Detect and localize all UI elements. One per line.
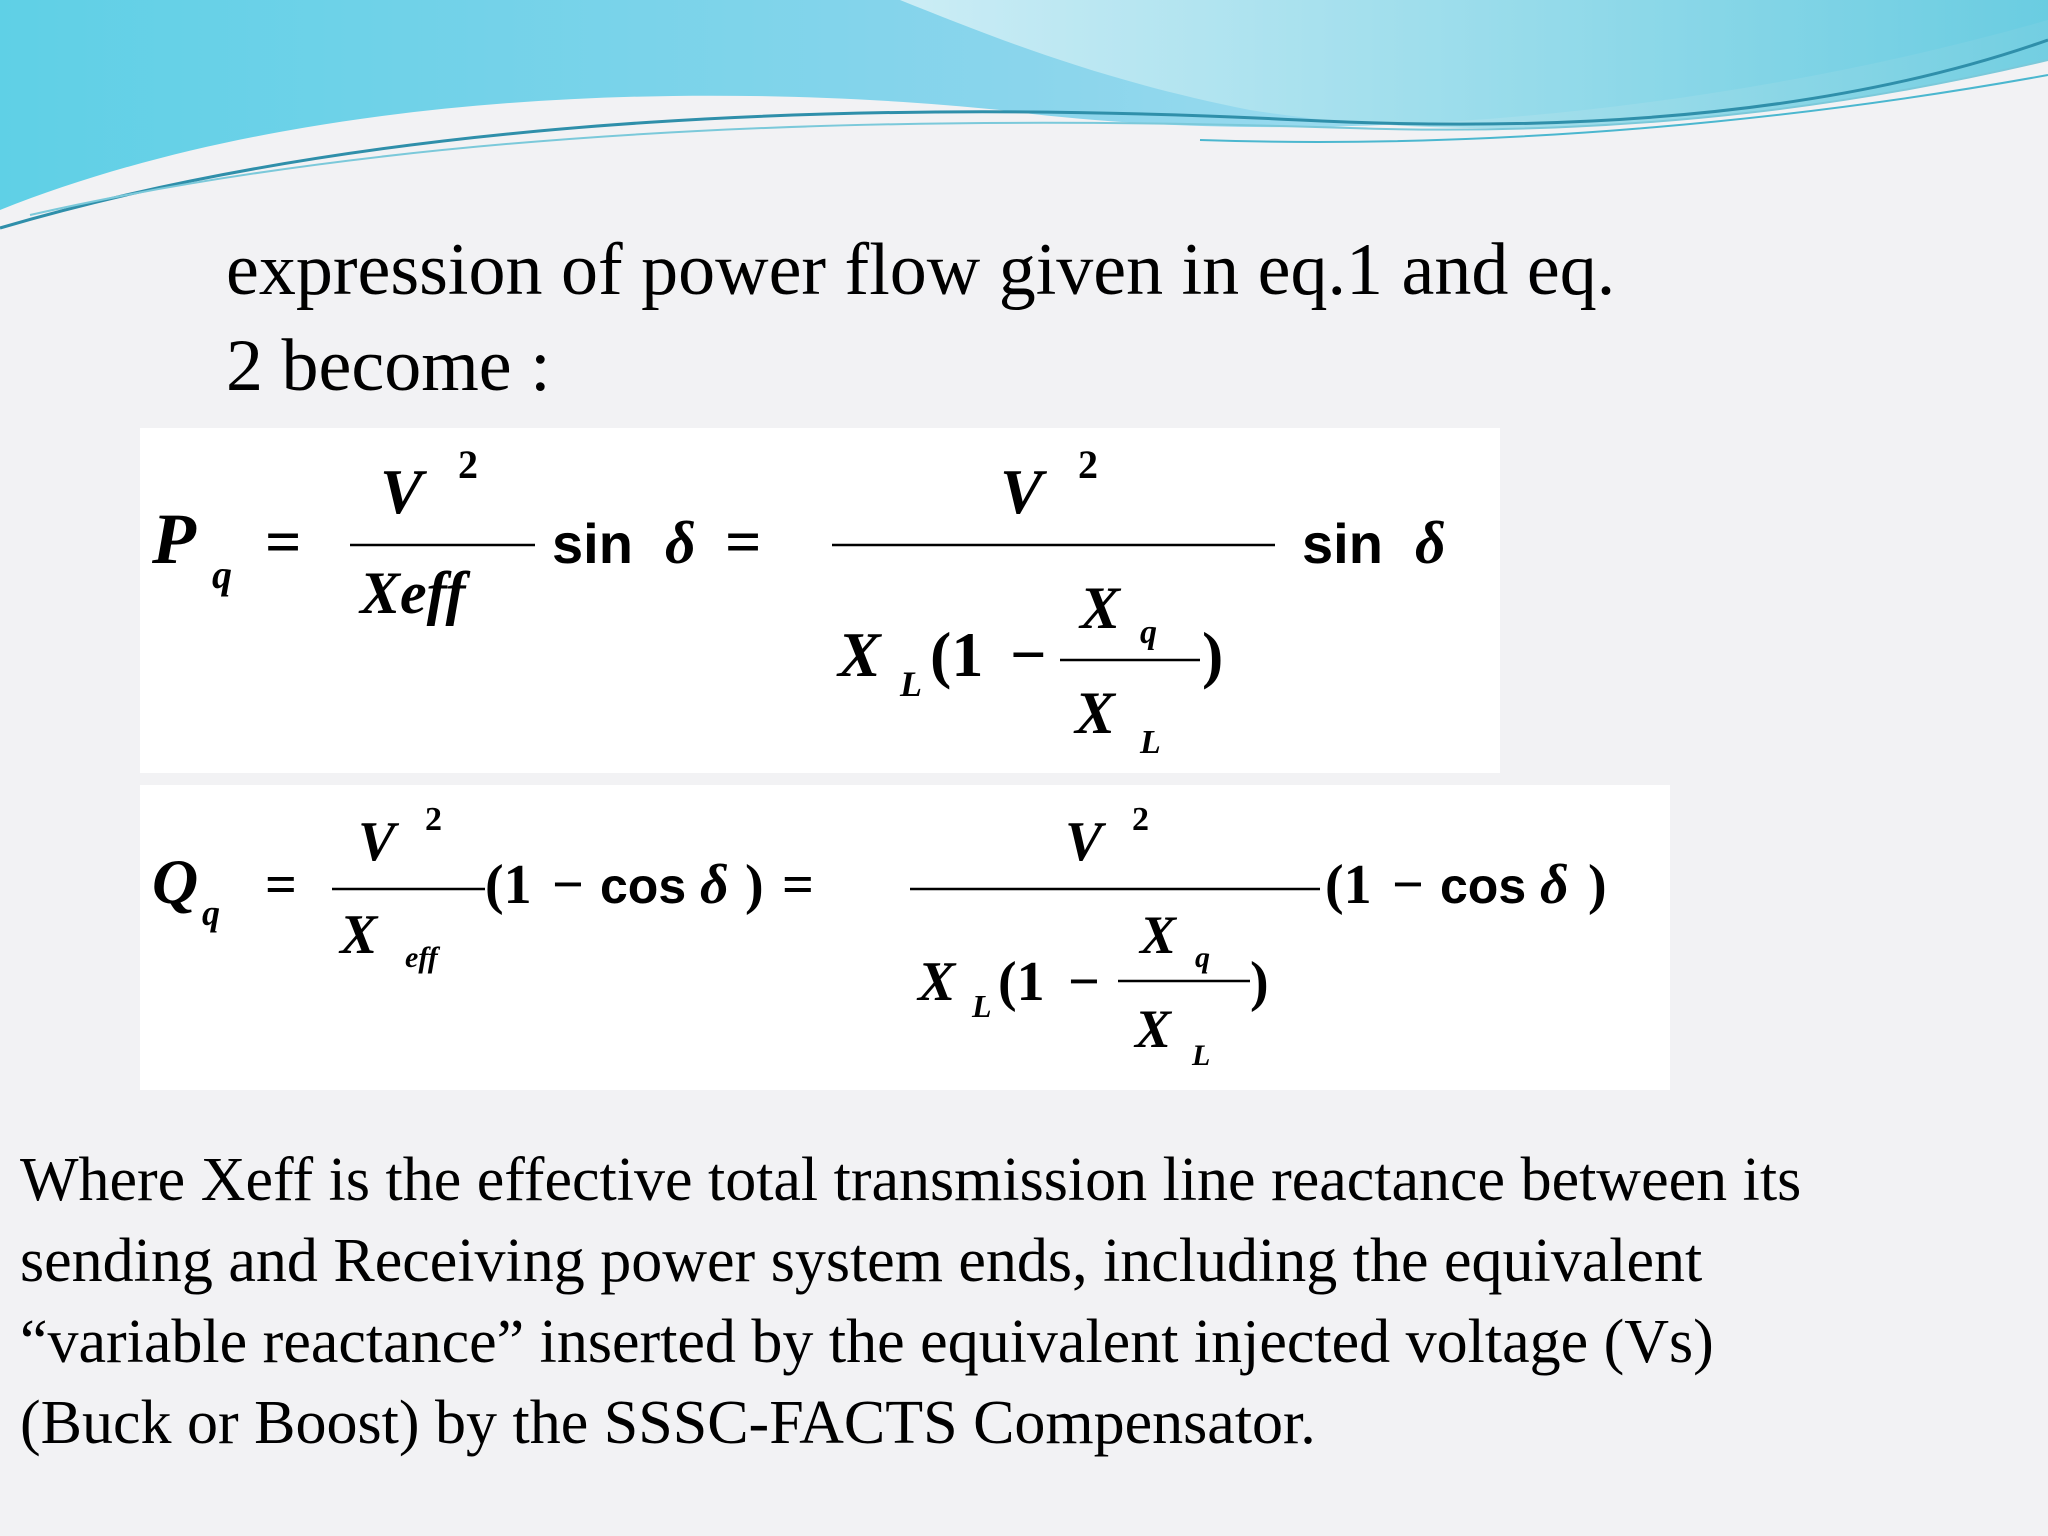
p-trig-sin-1: sin [552,512,633,575]
q-lhs-symbol: Q [152,846,199,917]
q-den-open: (1 [998,951,1045,1013]
q-frac1-denominator: X [340,904,378,966]
q-frac1-numerator-exp: 2 [425,801,442,838]
description-text [20,1140,2030,1464]
q-den-minus: − [1068,951,1100,1013]
intro-line-2: 2 become : [226,325,551,407]
p-den-sub-l: L [900,664,922,704]
description-line-4: (Buck or Boost) by the SSSC-FACTS Compensator. [20,1389,1316,1457]
equation-q [140,785,1670,1090]
q-minus-1: − [552,854,584,916]
p-frac1-numerator: V [380,456,423,527]
q-frac2-numerator: V [1065,811,1103,873]
q-trig-cos-1: cos [600,858,687,914]
q-frac1-denominator-sub: eff [405,941,438,974]
q-factor-open-1: (1 [485,854,532,916]
p-frac2-numerator-exp: 2 [1078,442,1098,487]
q-trig-cos-2: cos [1440,858,1527,914]
q-lhs-subscript: q [202,893,220,933]
p-inner-num-sub: q [1140,614,1157,651]
intro-line-1: expression of power flow given in eq.1 and eq. [226,229,1616,311]
p-inner-den-x: X [1075,680,1116,746]
p-delta-2: δ [1415,510,1446,576]
equation-p-box [140,428,1500,773]
q-factor-close-1: ) [745,854,764,916]
p-equals-2: = [725,506,762,577]
p-den-open: (1 [930,619,984,690]
p-den-x: X [838,619,881,690]
description-line-1: Where Xeff is the effective total transmission line reactance between its [20,1146,1802,1214]
q-frac1-numerator: V [358,811,396,873]
description-line-2: sending and Receiving power system ends, including the equivalent [20,1227,1703,1295]
equation-q-box [140,785,1670,1090]
p-inner-den-sub: L [1140,724,1161,761]
p-frac2-numerator: V [1000,456,1043,527]
q-inner-den-sub: L [1192,1039,1211,1072]
q-equals-1: = [265,854,297,916]
q-delta-2: δ [1540,854,1569,916]
p-inner-num-x: X [1080,575,1121,641]
q-delta-1: δ [700,854,729,916]
q-inner-den-x: X [1135,999,1172,1059]
intro-text [226,222,1826,414]
p-delta-1: δ [665,510,696,576]
equation-p [140,428,1500,773]
p-lhs-symbol: P [152,499,196,579]
p-frac1-denominator: Xeff [360,560,466,626]
p-trig-sin-2: sin [1302,512,1383,575]
q-den-x: X [918,951,956,1013]
q-den-sub-l: L [972,988,992,1024]
q-equals-2: = [782,854,814,916]
q-factor-close-2: ) [1588,854,1607,916]
p-frac1-numerator-exp: 2 [458,442,478,487]
q-factor-open-2: (1 [1325,854,1372,916]
p-den-close: ) [1202,619,1224,690]
p-equals-1: = [265,506,302,577]
p-lhs-subscript: q [212,552,232,597]
q-minus-2: − [1392,854,1424,916]
q-inner-num-sub: q [1195,941,1210,974]
q-inner-num-x: X [1140,905,1177,965]
q-frac2-numerator-exp: 2 [1132,801,1149,838]
description-line-3: “variable reactance” inserted by the equivalent injected voltage (Vs) [20,1308,1714,1376]
p-den-minus: − [1010,619,1047,690]
q-den-close: ) [1250,951,1269,1013]
